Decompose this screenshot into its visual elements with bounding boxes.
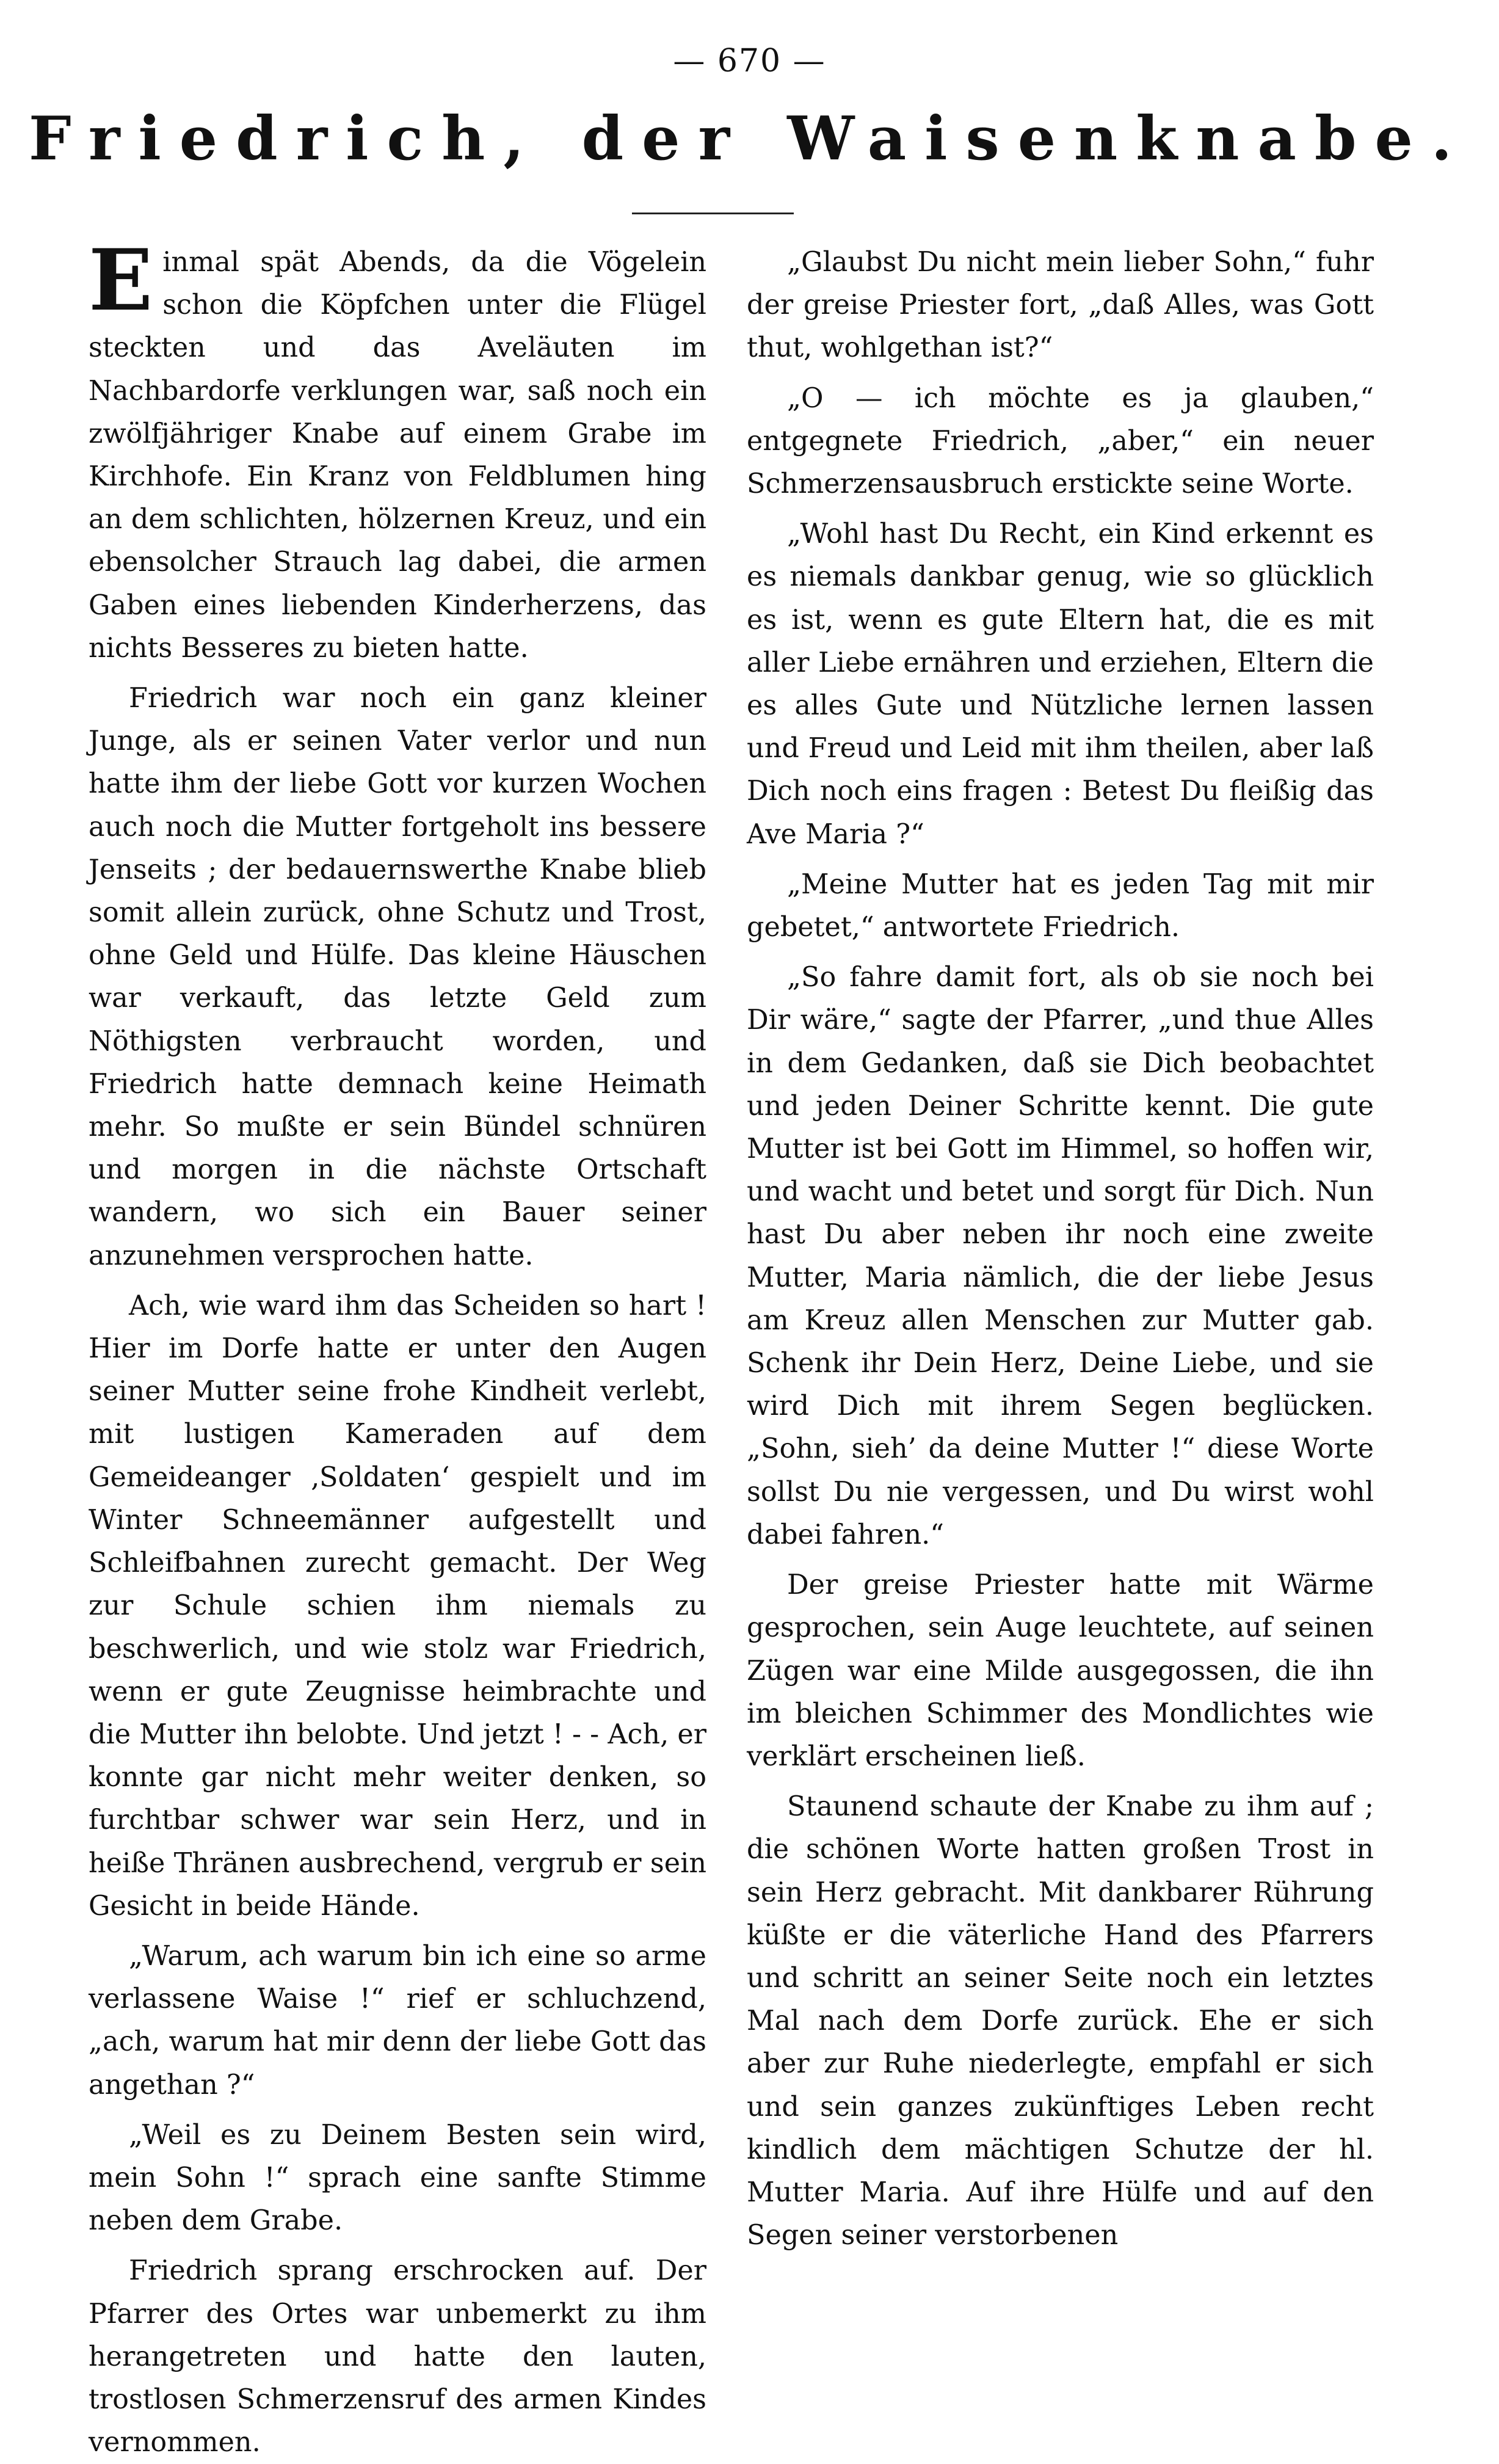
left-column	[89, 230, 706, 2459]
drop-cap: E	[89, 230, 153, 330]
paragraph: „So fahre damit fort, als ob sie noch bei Dir wäre,“ sagte der Pfarrer, „und thue Alles in dem Gedanken, daß sie Dich beobachtet und jeden Deiner Schritte kennt. Die gute Mutter ist bei Gott im Himmel, so hoffen wir, und wacht und betet und sorgt für Dich. Nun hast Du aber neben ihr noch eine zweite Mutter, Maria nämlich, die der liebe Jesus am Kreuz allen Menschen zur Mutter gab. Schenk ihr Dein Herz, Deine Liebe, und sie wird Dich mit ihrem Segen beglücken. „Sohn, sieh’ da deine Mutter !“ diese Worte sollst Du nie vergessen, und Du wirst wohl dabei fahren.“	[747, 962, 1374, 1550]
paragraph: „Meine Mutter hat es jeden Tag mit mir gebetet,“ antwortete Friedrich.	[747, 868, 1374, 943]
paragraph: „O — ich möchte es ja glauben,“ entgegnete Friedrich, „aber,“ ein neuer Schmerzensausbruch erstickte seine Worte.	[747, 382, 1374, 500]
paragraph-text: inmal spät Abends, da die Vögelein schon die Köpfchen unter die Flügel steckten und das Aveläuten im Nachbardorfe verklungen war, saß noch ein zwölfjähriger Knabe auf einem Grabe im Kirchhofe. Ein Kranz von Feldblumen hing an dem schlichten, hölzernen Kreuz, und ein ebensolcher Strauch lag dabei, die armen Gaben eines liebenden Kinderherzens, das nichts Besseres zu bieten hatte.	[89, 247, 706, 664]
paragraph: Friedrich war noch ein ganz kleiner Junge, als er seinen Vater verlor und nun hatte ihm der liebe Gott vor kurzen Wochen auch noch die Mutter fortgeholt ins bessere Jenseits ; der bedauernswerthe Knabe blieb somit allein zurück, ohne Schutz und Trost, ohne Geld und Hülfe. Das kleine Häuschen war verkauft, das letzte Geld zum Nöthigsten verbraucht worden, und Friedrich hatte demnach keine Heimath mehr. So mußte er sein Bündel schnüren und morgen in die nächste Ortschaft wandern, wo sich ein Bauer seiner anzunehmen versprochen hatte.	[89, 683, 706, 1271]
title-divider	[632, 213, 794, 214]
paragraph: Friedrich sprang erschrocken auf. Der Pfarrer des Ortes war unbemerkt zu ihm herangetreten und hatte den lauten, trostlosen Schmerzensruf des armen Kindes vernommen.	[89, 2255, 706, 2459]
paragraph: Staunend schaute der Knabe zu ihm auf ; die schönen Worte hatten großen Trost in sein Herz gebracht. Mit dankbarer Rührung küßte er die väterliche Hand des Pfarrers und schritt an seiner Seite noch ein letztes Mal nach dem Dorfe zurück. Ehe er sich aber zur Ruhe niederlegte, empfahl er sich und sein ganzes zukünftiges Leben recht kindlich dem mächtigen Schutze der hl. Mutter Maria. Auf ihre Hülfe und auf den Segen seiner verstorbenen	[747, 1791, 1374, 2251]
paragraph: „Weil es zu Deinem Besten sein wird, mein Sohn !“ sprach eine sanfte Stimme neben dem Grabe.	[89, 2119, 706, 2237]
page-number: — 670 —	[673, 43, 826, 79]
paragraph: Der greise Priester hatte mit Wärme gesprochen, sein Auge leuchtete, auf seinen Zügen war eine Milde ausgegossen, die ihn im bleichen Schimmer des Mondlichtes wie verklärt erscheinen ließ.	[747, 1569, 1374, 1772]
paragraph: „Warum, ach warum bin ich eine so arme verlassene Waise !“ rief er schluchzend, „ach, warum hat mir denn der liebe Gott das angethan ?“	[89, 1940, 706, 2101]
right-column	[747, 241, 1374, 2251]
paragraph: „Glaubst Du nicht mein lieber Sohn,“ fuhr der greise Priester fort, „daß Alles, was Gott thut, wohlgethan ist?“	[747, 247, 1374, 364]
article-title: Friedrich, der Waisenknabe.	[29, 104, 1470, 174]
paragraph	[89, 230, 706, 670]
paragraph: Ach, wie ward ihm das Scheiden so hart ! Hier im Dorfe hatte er unter den Augen seiner Mutter seine frohe Kindheit verlebt, mit lustigen Kameraden auf dem Gemeideanger ‚Soldaten‘ gespielt und im Winter Schneemänner aufgestellt und Schleifbahnen zurecht gemacht. Der Weg zur Schule schien ihm niemals zu beschwerlich, und wie stolz war Friedrich, wenn er gute Zeugnisse heimbrachte und die Mutter ihn belobte. Und jetzt ! - - Ach, er konnte gar nicht mehr weiter denken, so furchtbar schwer war sein Herz, und in heiße Thränen ausbrechend, vergrub er sein Gesicht in beide Hände.	[89, 1290, 706, 1922]
paragraph: „Wohl hast Du Recht, ein Kind erkennt es es niemals dankbar genug, wie so glücklich es ist, wenn es gute Eltern hat, die es mit aller Liebe ernähren und erziehen, Eltern die es alles Gute und Nützliche lernen lassen und Freud und Leid mit ihm theilen, aber laß Dich noch eins fragen : Betest Du fleißig das Ave Maria ?“	[747, 518, 1374, 850]
